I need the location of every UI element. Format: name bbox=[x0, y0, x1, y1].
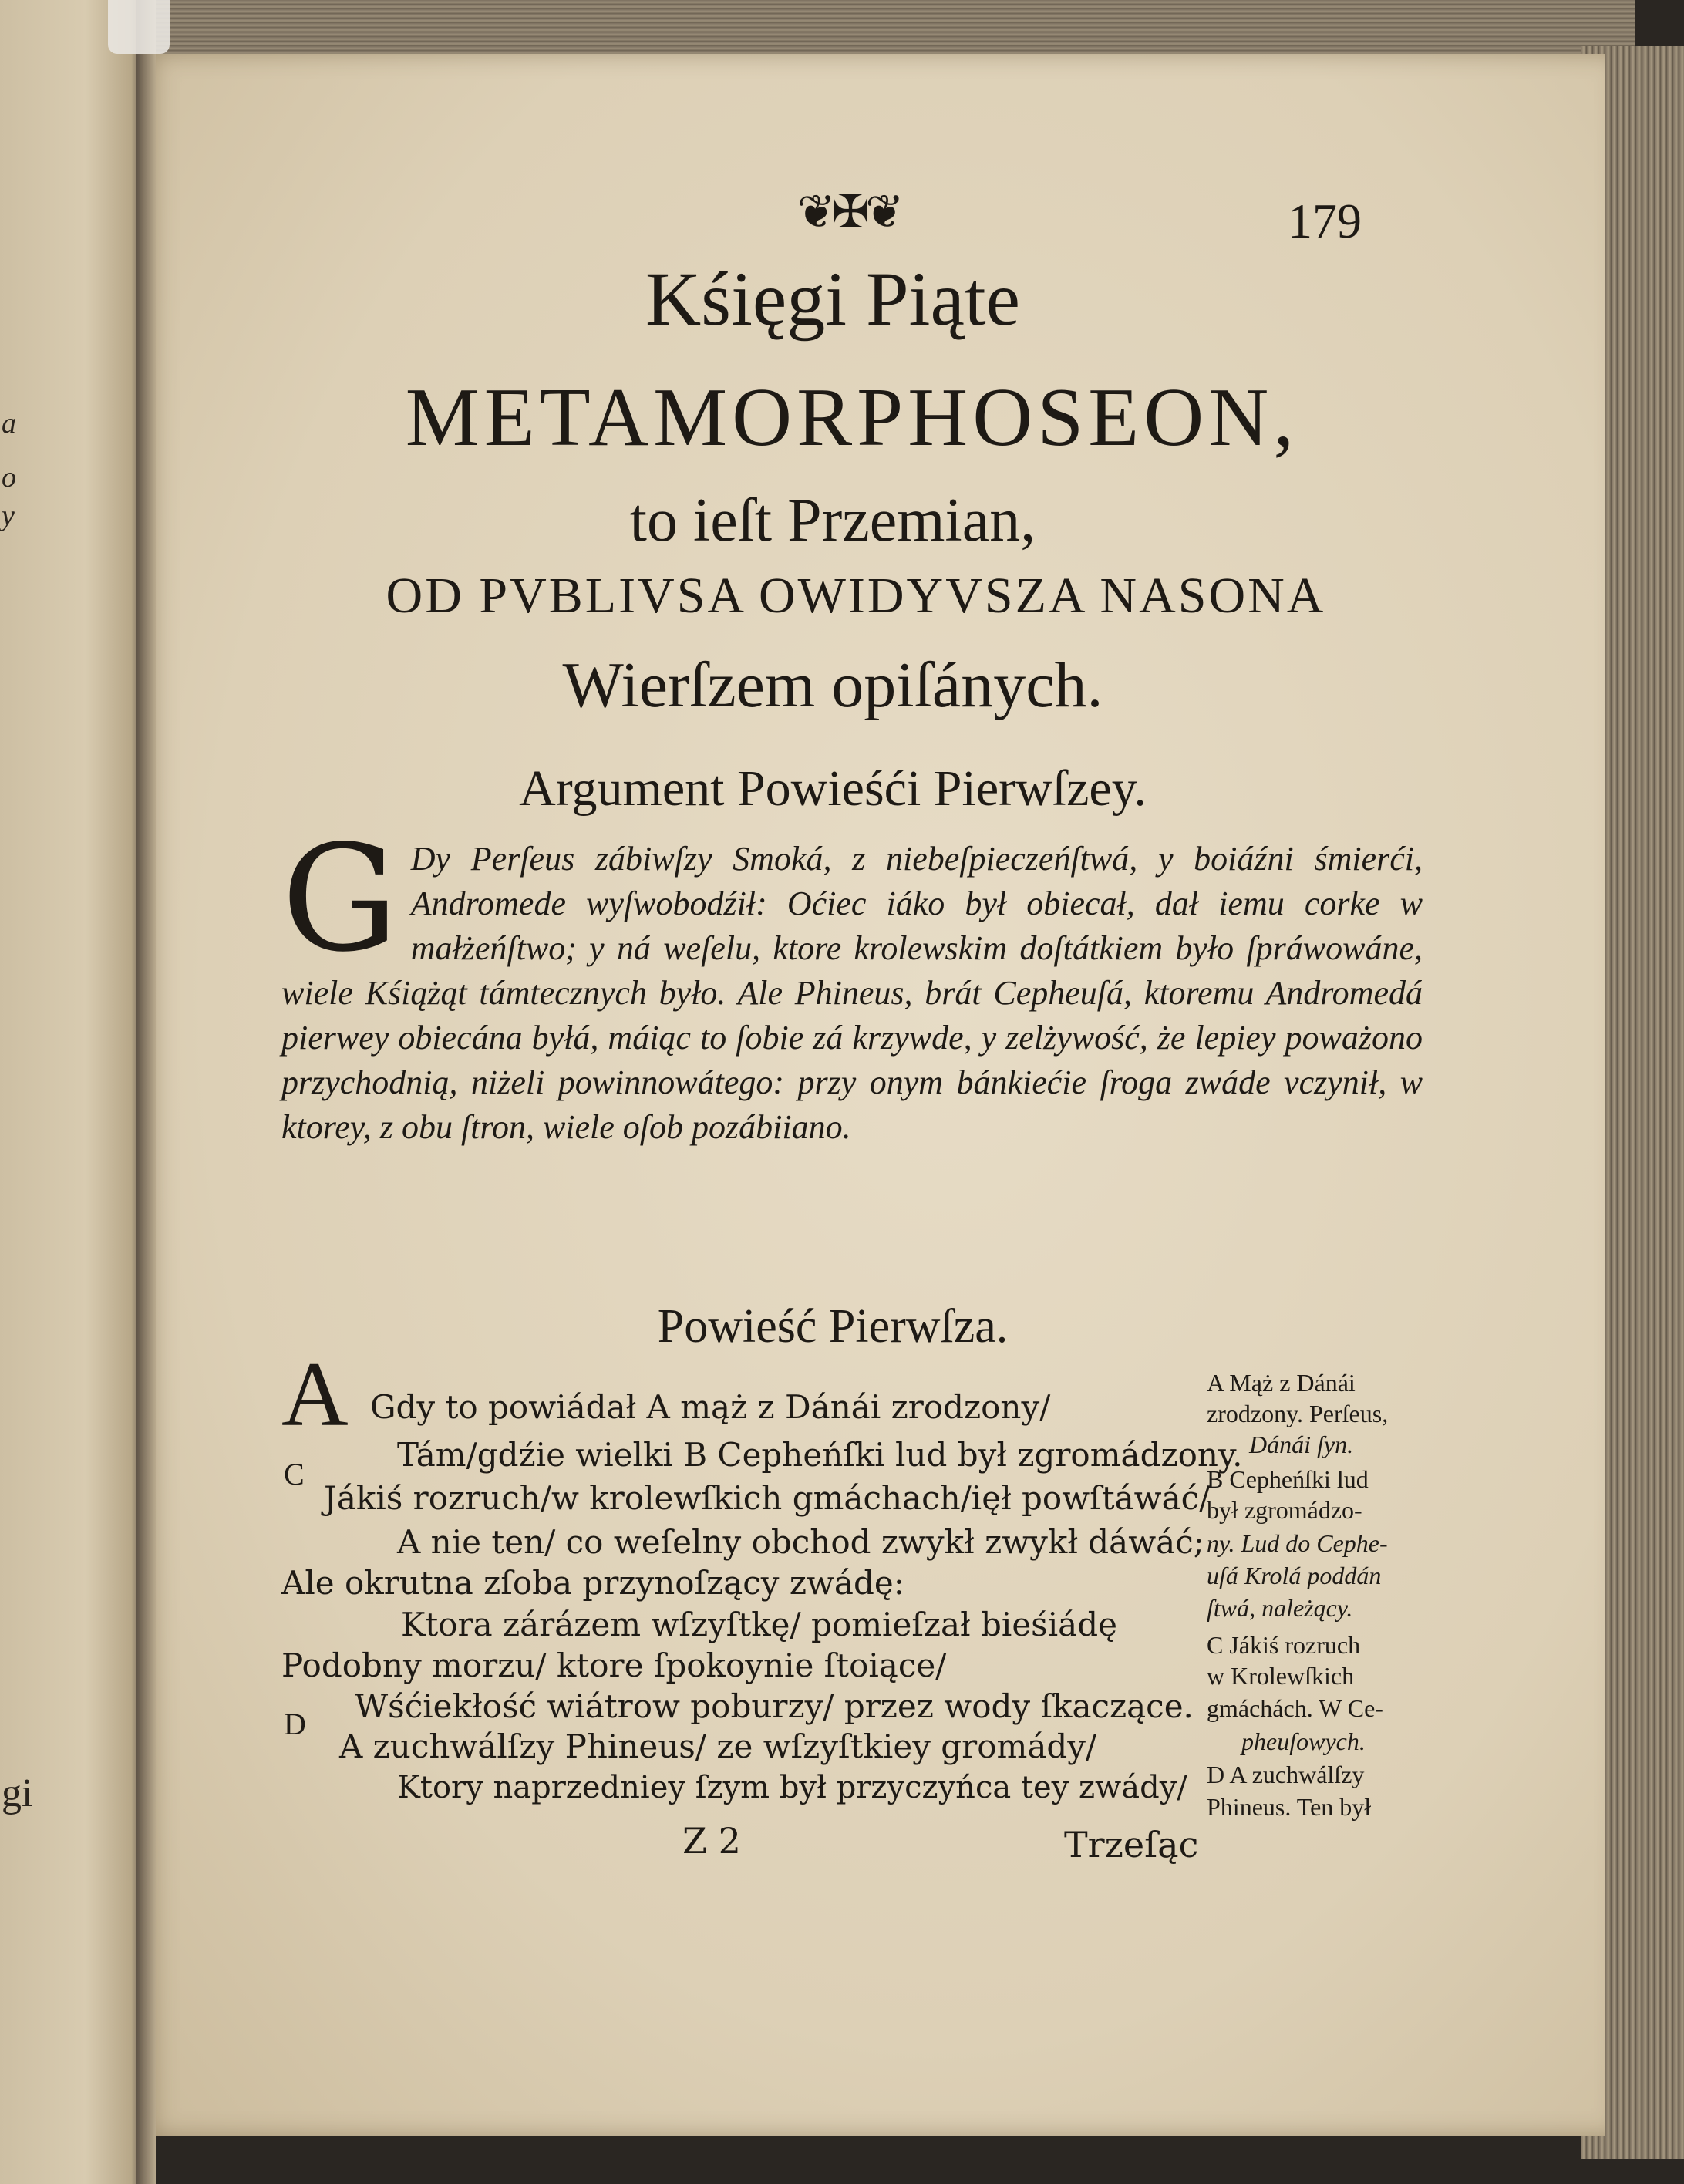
title-work: METAMORPHOSEON, bbox=[405, 372, 1299, 463]
marginal-note: A Mąż z Dánái bbox=[1207, 1369, 1356, 1397]
verse-line: Podobny morzu/ ktore ſpokoynie ſtoiące/ bbox=[281, 1646, 947, 1684]
marginal-note: w Krolewſkich bbox=[1207, 1662, 1355, 1690]
big-initial: A bbox=[281, 1343, 349, 1445]
marginal-note: zrodzony. Perſeus, bbox=[1207, 1400, 1389, 1427]
catchword: Trzeſąc bbox=[1064, 1824, 1199, 1866]
story-heading: Powieść Pierwſza. bbox=[657, 1300, 1009, 1353]
left-page-fragment: y bbox=[2, 500, 15, 532]
verse-line: Ktora zárázem wſzyſtkę/ pomieſzał bieśiádę bbox=[401, 1606, 1117, 1643]
book-gutter bbox=[136, 0, 156, 2184]
verse-line: A nie ten/ co weſelny obchod zwykł zwykł dáwáć; bbox=[397, 1523, 1204, 1561]
marginal-note: Dánái ſyn. bbox=[1249, 1431, 1354, 1458]
marginal-note: pheuſowych. bbox=[1241, 1727, 1366, 1755]
drop-cap: G bbox=[281, 814, 399, 984]
verse-line: Ktory naprzedniey ſzym był przyczyńca tey zwády/ bbox=[397, 1770, 1187, 1805]
left-page-edge bbox=[0, 0, 143, 2184]
verse-line: A zuchwálſzy Phineus/ ze wſzyſtkiey gromády/ bbox=[339, 1727, 1097, 1765]
title-form: Wierſzem opiſánych. bbox=[562, 649, 1103, 721]
page-clip bbox=[108, 0, 170, 54]
verse-line: Jákiś rozruch/w krolewſkich gmáchach/ięł powſtáwáć/ bbox=[324, 1479, 1211, 1517]
marginal-note: B Cepheńſki lud bbox=[1207, 1465, 1369, 1493]
left-page-fragment: gi bbox=[2, 1771, 33, 1815]
verse-line: Tám/gdźie wielki B Cepheńſki lud był zgromádzony. bbox=[397, 1436, 1243, 1474]
left-page-fragment: a bbox=[2, 407, 16, 440]
argument-heading: Argument Powieśći Pierwſzey. bbox=[519, 760, 1147, 817]
verse-line: Wśćiekłość wiátrow poburzy/ przez wody ſkaczące. bbox=[355, 1687, 1194, 1725]
title-book: Kśięgi Piąte bbox=[645, 256, 1021, 342]
verse-line: Gdy to powiádał A mąż z Dánái zrodzony/ bbox=[370, 1388, 1051, 1426]
page-number: 179 bbox=[1288, 194, 1362, 248]
marginal-note: uſá Krolá poddán bbox=[1207, 1562, 1382, 1589]
ornament-header: ❦✠❦ bbox=[797, 185, 900, 239]
marginal-note: D A zuchwálſzy bbox=[1207, 1761, 1365, 1788]
title-author: OD PVBLIVSA OWIDYVSZA NASONA bbox=[386, 568, 1326, 624]
marginal-note: Phineus. Ten był bbox=[1207, 1793, 1372, 1821]
argument-paragraph bbox=[281, 814, 1423, 1150]
left-page-fragment: o bbox=[2, 461, 16, 494]
signature-mark: Z 2 bbox=[682, 1820, 741, 1862]
marginal-note: był zgromádzo- bbox=[1207, 1496, 1362, 1524]
title-subtitle: to ieſt Przemian, bbox=[629, 487, 1036, 554]
line-marker: D bbox=[284, 1707, 306, 1741]
line-marker: C bbox=[284, 1457, 305, 1491]
verse-line: Ale okrutna zſoba przynoſzący zwádę: bbox=[281, 1564, 904, 1602]
argument-text: Dy Perſeus zábiwſzy Smoká, z niebeſpieczeńſtwá, y boiáźni śmierći, Andromede wyſwobodźił: Oćiec iáko był obiecał, dał iemu corke w małżeńſtwo; y ná weſelu, ktore krolewskim doſtátkiem było ſpráwowáne, wiele Kśiążąt támtecznych było. Ale Phineus, brát Cepheuſá, ktoremu Andromedá pierwey obiecána byłá, máiąc to ſobie zá krzywde, y zelżywość, że lepiey poważono przychodnią, niżeli powinnowátego: przy onym bánkiećie ſroga zwáde vczynił, w ktorey, z obu ſtron, wiele oſob pozábiiano. bbox=[281, 840, 1423, 1146]
marginal-note: ſtwá, należący. bbox=[1207, 1594, 1353, 1622]
marginal-note: ny. Lud do Cephe- bbox=[1207, 1529, 1388, 1557]
marginal-note: gmáchách. W Ce- bbox=[1207, 1694, 1383, 1722]
marginal-note: C Jákiś rozruch bbox=[1207, 1631, 1361, 1659]
